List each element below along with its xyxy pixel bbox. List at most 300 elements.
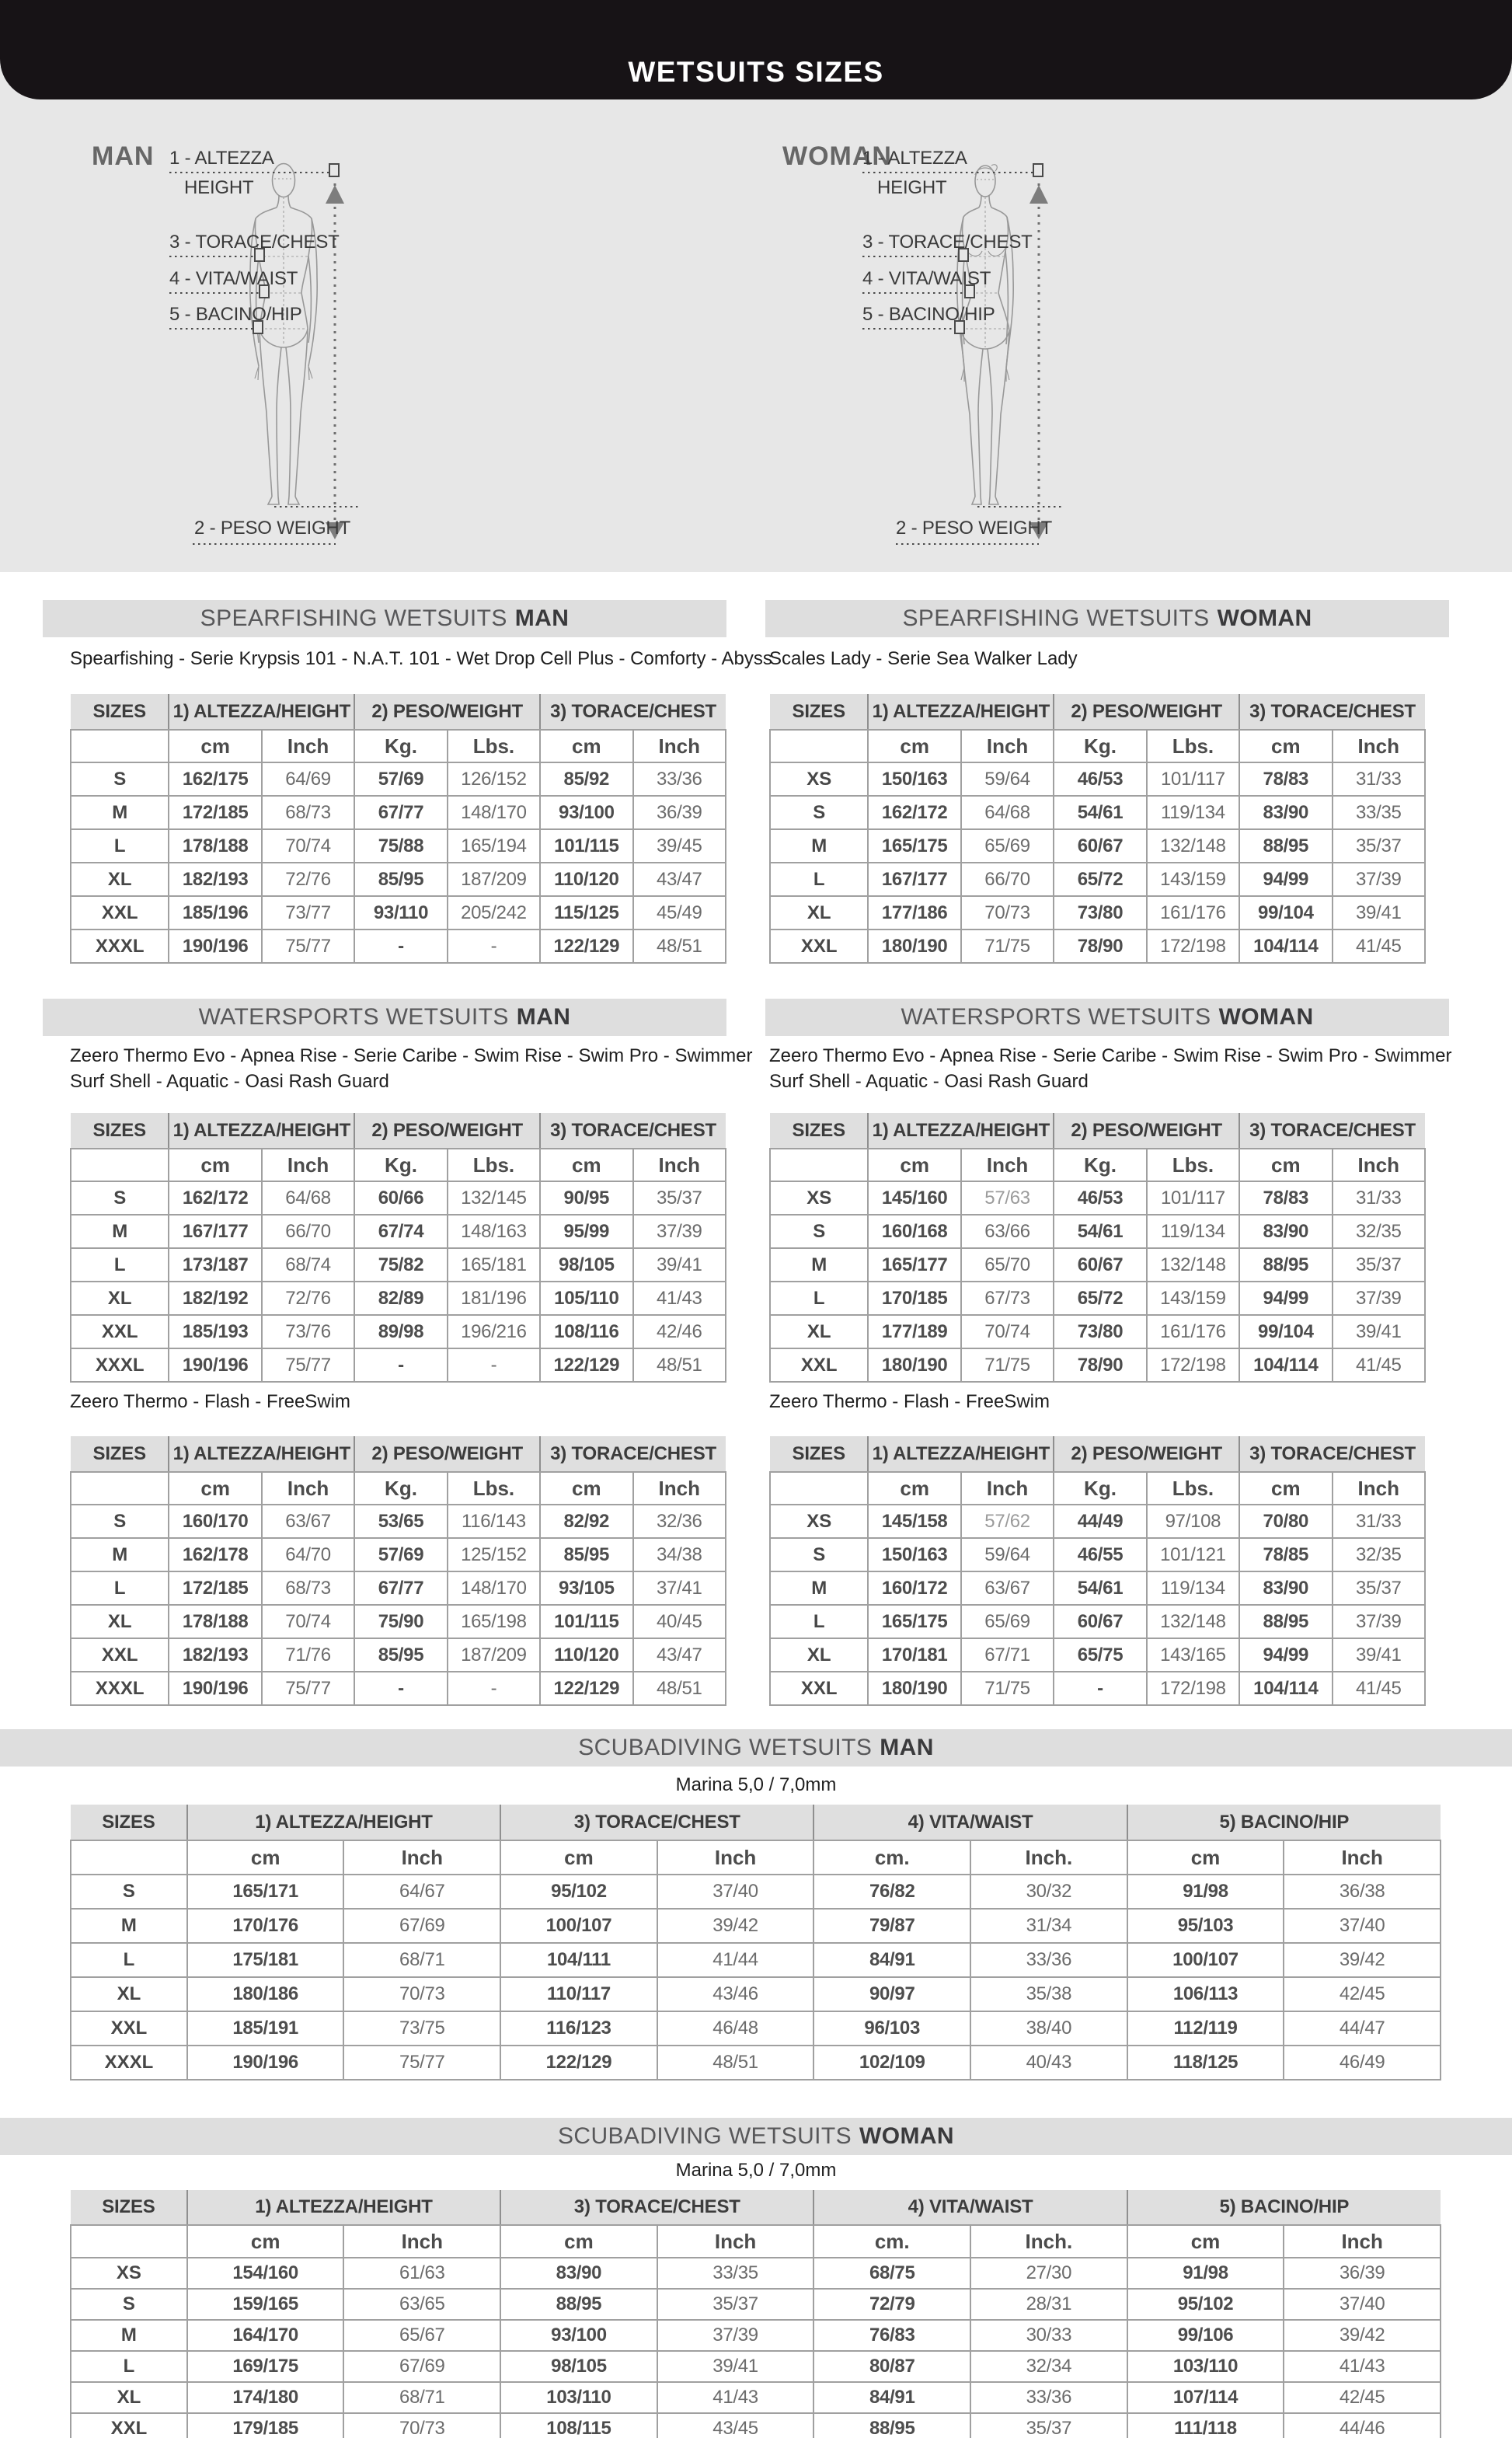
unit-header-cell: Lbs. — [1147, 730, 1239, 762]
table-row — [71, 1875, 1441, 1909]
table-cell: 60/67 — [1054, 1605, 1146, 1638]
table-row — [770, 1672, 1425, 1705]
table-cell: 93/100 — [500, 2320, 657, 2351]
table-cell: - — [448, 1672, 540, 1705]
size-label-cell: XS — [71, 2258, 187, 2289]
group-header-row — [71, 1805, 1441, 1840]
unit-header-cell: cm — [1239, 730, 1332, 762]
table-cell: 64/68 — [262, 1181, 354, 1215]
table-row — [71, 1538, 726, 1571]
spearfishing-man-title: SPEARFISHING WETSUITS — [200, 605, 507, 631]
table-cell: 108/115 — [500, 2413, 657, 2438]
table-cell: 39/41 — [1333, 1315, 1425, 1348]
table-cell: 145/160 — [868, 1181, 960, 1215]
group-header-cell: 3) TORACE/CHEST — [500, 2190, 813, 2225]
watersports_man-grid — [70, 1113, 726, 1383]
table-cell: 39/45 — [633, 829, 726, 863]
group-header-cell: 2) PESO/WEIGHT — [354, 694, 540, 730]
unit-header-cell: cm — [1127, 2225, 1284, 2258]
table-cell: 60/67 — [1054, 829, 1146, 863]
table-cell: 65/69 — [961, 829, 1054, 863]
size-label-cell: L — [71, 829, 169, 863]
table-cell: 101/117 — [1147, 1181, 1239, 1215]
unit-header-cell: cm. — [813, 2225, 970, 2258]
table-row — [770, 796, 1425, 829]
table-cell: 88/95 — [1239, 1248, 1332, 1282]
table-cell: - — [448, 930, 540, 963]
table-cell: 103/110 — [500, 2382, 657, 2413]
unit-header-row — [71, 1840, 1441, 1875]
table-cell: 39/42 — [657, 1909, 814, 1943]
table-cell: 170/181 — [868, 1638, 960, 1672]
table-cell: 45/49 — [633, 896, 726, 930]
table-cell: 57/69 — [354, 762, 447, 796]
unit-header-cell: Inch — [633, 730, 726, 762]
unit-header-cell: cm — [169, 730, 261, 762]
table-cell: 159/165 — [187, 2289, 344, 2320]
table-cell: 196/216 — [448, 1315, 540, 1348]
table-cell: 85/95 — [354, 1638, 447, 1672]
scuba-man-size-table — [70, 1805, 1441, 2080]
group-header-cell: 2) PESO/WEIGHT — [354, 1113, 540, 1149]
table-cell: 93/100 — [540, 796, 632, 829]
table-cell: 118/125 — [1127, 2046, 1284, 2080]
table-cell: 101/117 — [1147, 762, 1239, 796]
spearfishing-woman-title-band — [765, 600, 1449, 637]
table-cell: 31/34 — [970, 1909, 1127, 1943]
group-header-cell: SIZES — [770, 1436, 868, 1472]
table-row — [71, 762, 726, 796]
table-row — [770, 1348, 1425, 1382]
unit-header-cell: cm — [169, 1149, 261, 1181]
table-cell: 112/119 — [1127, 2011, 1284, 2046]
table-cell: 83/90 — [1239, 1571, 1332, 1605]
group-header-cell: 3) TORACE/CHEST — [540, 1436, 726, 1472]
table-cell: 172/198 — [1147, 1672, 1239, 1705]
table-cell: 75/88 — [354, 829, 447, 863]
table-row — [71, 2046, 1441, 2080]
table-cell: 190/196 — [187, 2046, 344, 2080]
table-cell: 72/79 — [813, 2289, 970, 2320]
table-row — [71, 1348, 726, 1382]
woman-weight-label: 2 - PESO WEIGHT — [896, 518, 1053, 539]
woman-measure-markers — [955, 164, 1048, 539]
table-cell: 150/163 — [868, 762, 960, 796]
table-cell: 106/113 — [1127, 1977, 1284, 2011]
table-row — [71, 1638, 726, 1672]
spearfishing-woman-title-bold: WOMAN — [1217, 605, 1312, 631]
group-header-row — [71, 1113, 726, 1149]
table-cell: 57/63 — [961, 1181, 1054, 1215]
table-row — [71, 1977, 1441, 2011]
table-cell: 68/73 — [262, 1571, 354, 1605]
table-cell: 132/148 — [1147, 1605, 1239, 1638]
scuba-man-series: Marina 5,0 / 7,0mm — [675, 1774, 837, 1795]
table-cell: 72/76 — [262, 863, 354, 896]
watersports-man-series-line1: Zeero Thermo Evo - Apnea Rise - Serie Caribe - Swim Rise - Swim Pro - Swimmer — [70, 1045, 753, 1066]
page-header-band — [0, 0, 1512, 99]
table-row — [71, 2011, 1441, 2046]
table-cell: 103/110 — [1127, 2351, 1284, 2382]
table-cell: 70/74 — [961, 1315, 1054, 1348]
table-cell: 132/148 — [1147, 1248, 1239, 1282]
table-cell: 101/115 — [540, 829, 632, 863]
table-cell: 31/33 — [1333, 1181, 1425, 1215]
unit-header-blank — [770, 1472, 868, 1505]
table-cell: 48/51 — [633, 930, 726, 963]
table-row — [71, 1605, 726, 1638]
unit-header-cell: cm — [868, 1149, 960, 1181]
table-cell: 33/36 — [633, 762, 726, 796]
table-cell: 172/185 — [169, 796, 261, 829]
size-label-cell: S — [71, 1181, 169, 1215]
table-cell: 41/43 — [657, 2382, 814, 2413]
table-cell: 43/45 — [657, 2413, 814, 2438]
table-cell: 95/102 — [1127, 2289, 1284, 2320]
table-cell: 94/99 — [1239, 863, 1332, 896]
table-cell: 162/178 — [169, 1538, 261, 1571]
spearfishing-man-size-table — [70, 694, 726, 964]
table-cell: 205/242 — [448, 896, 540, 930]
table-cell: 91/98 — [1127, 1875, 1284, 1909]
size-label-cell: XXXL — [71, 2046, 187, 2080]
group-header-cell: 1) ALTEZZA/HEIGHT — [187, 2190, 500, 2225]
table-cell: 65/72 — [1054, 863, 1146, 896]
table-cell: 31/33 — [1333, 1505, 1425, 1538]
man-height-label-line1: 1 - ALTEZZA — [169, 148, 274, 169]
table-cell: 37/40 — [1284, 1909, 1441, 1943]
table-cell: 94/99 — [1239, 1638, 1332, 1672]
group-header-cell: SIZES — [71, 1436, 169, 1472]
measurement-diagram-section — [0, 67, 1512, 572]
table-cell: 78/83 — [1239, 1181, 1332, 1215]
table-cell: 182/192 — [169, 1282, 261, 1315]
table-cell: 173/187 — [169, 1248, 261, 1282]
size-label-cell: XXL — [71, 1315, 169, 1348]
table-cell: 170/185 — [868, 1282, 960, 1315]
table-cell: 43/47 — [633, 1638, 726, 1672]
table-row — [71, 1248, 726, 1282]
table-cell: 73/77 — [262, 896, 354, 930]
unit-header-cell: cm — [540, 1149, 632, 1181]
table-cell: 99/104 — [1239, 1315, 1332, 1348]
unit-header-cell: cm — [187, 1840, 344, 1875]
flash-woman-size-table — [769, 1436, 1426, 1706]
size-label-cell: S — [71, 2289, 187, 2320]
size-label-cell: XL — [71, 1977, 187, 2011]
size-label-cell: S — [770, 796, 868, 829]
table-cell: 75/82 — [354, 1248, 447, 1282]
table-cell: 46/48 — [657, 2011, 814, 2046]
man-hip-label: 5 - BACINO/HIP — [169, 304, 302, 325]
table-cell: 83/90 — [1239, 796, 1332, 829]
table-cell: 41/45 — [1333, 1348, 1425, 1382]
table-cell: 83/90 — [1239, 1215, 1332, 1248]
spearfishing_woman-grid — [769, 694, 1426, 964]
table-cell: 122/129 — [500, 2046, 657, 2080]
table-row — [770, 863, 1425, 896]
table-cell: 104/114 — [1239, 1348, 1332, 1382]
watersports-woman-series-line1: Zeero Thermo Evo - Apnea Rise - Serie Caribe - Swim Rise - Swim Pro - Swimmer — [769, 1045, 1452, 1066]
size-label-cell: M — [71, 796, 169, 829]
table-cell: 104/114 — [1239, 930, 1332, 963]
table-cell: 48/51 — [633, 1672, 726, 1705]
table-cell: 68/71 — [343, 2382, 500, 2413]
table-cell: 182/193 — [169, 1638, 261, 1672]
table-row — [770, 1282, 1425, 1315]
unit-header-cell: Inch — [343, 1840, 500, 1875]
table-cell: 39/42 — [1284, 1943, 1441, 1977]
table-cell: 39/41 — [1333, 896, 1425, 930]
table-cell: 37/40 — [1284, 2289, 1441, 2320]
table-cell: 95/102 — [500, 1875, 657, 1909]
table-cell: 180/186 — [187, 1977, 344, 2011]
size-label-cell: M — [71, 2320, 187, 2351]
group-header-cell: 3) TORACE/CHEST — [1239, 1113, 1425, 1149]
table-cell: 32/34 — [970, 2351, 1127, 2382]
table-cell: 39/41 — [657, 2351, 814, 2382]
size-label-cell: M — [71, 1909, 187, 1943]
table-cell: 84/91 — [813, 1943, 970, 1977]
table-cell: 98/105 — [540, 1248, 632, 1282]
unit-header-cell: cm — [868, 730, 960, 762]
flash-woman-series: Zeero Thermo - Flash - FreeSwim — [769, 1391, 1050, 1412]
woman-chest-label: 3 - TORACE/CHEST — [862, 232, 1033, 253]
table-cell: 48/51 — [633, 1348, 726, 1382]
table-cell: 67/77 — [354, 1571, 447, 1605]
table-cell: 125/152 — [448, 1538, 540, 1571]
watersports-woman-title: WATERSPORTS WETSUITS — [901, 1004, 1211, 1030]
table-cell: 78/83 — [1239, 762, 1332, 796]
size-label-cell: S — [770, 1215, 868, 1248]
unit-header-cell: Inch — [262, 1472, 354, 1505]
table-cell: 172/198 — [1147, 1348, 1239, 1382]
table-cell: 185/196 — [169, 896, 261, 930]
table-row — [71, 2258, 1441, 2289]
table-row — [71, 1505, 726, 1538]
table-cell: 46/55 — [1054, 1538, 1146, 1571]
spearfishing-woman-title: SPEARFISHING WETSUITS — [902, 605, 1210, 631]
table-cell: 148/170 — [448, 1571, 540, 1605]
unit-header-cell: Lbs. — [1147, 1149, 1239, 1181]
size-label-cell: L — [71, 2351, 187, 2382]
table-cell: 53/65 — [354, 1505, 447, 1538]
table-cell: 42/46 — [633, 1315, 726, 1348]
size-label-cell: XS — [770, 1181, 868, 1215]
table-cell: 60/67 — [1054, 1248, 1146, 1282]
group-header-cell: 1) ALTEZZA/HEIGHT — [187, 1805, 500, 1840]
table-cell: 99/106 — [1127, 2320, 1284, 2351]
table-cell: 165/181 — [448, 1248, 540, 1282]
table-row — [71, 1181, 726, 1215]
table-cell: 44/47 — [1284, 2011, 1441, 2046]
table-cell: 63/66 — [961, 1215, 1054, 1248]
table-cell: 85/92 — [540, 762, 632, 796]
size-label-cell: S — [770, 1538, 868, 1571]
table-cell: 70/73 — [343, 2413, 500, 2438]
unit-header-cell: cm — [500, 2225, 657, 2258]
table-cell: 132/145 — [448, 1181, 540, 1215]
table-row — [770, 762, 1425, 796]
table-cell: 67/73 — [961, 1282, 1054, 1315]
table-cell: 83/90 — [500, 2258, 657, 2289]
table-cell: 38/40 — [970, 2011, 1127, 2046]
unit-header-cell: Inch — [1284, 2225, 1441, 2258]
unit-header-row — [71, 730, 726, 762]
table-row — [71, 2382, 1441, 2413]
man-height-label-line2: HEIGHT — [184, 177, 254, 198]
size-label-cell: M — [71, 1215, 169, 1248]
unit-header-cell: Inch — [961, 730, 1054, 762]
table-cell: 37/39 — [633, 1215, 726, 1248]
unit-header-cell: Lbs. — [448, 730, 540, 762]
table-cell: 90/97 — [813, 1977, 970, 2011]
size-label-cell: L — [71, 1571, 169, 1605]
watersports-woman-title-band — [765, 999, 1449, 1036]
unit-header-cell: Lbs. — [448, 1472, 540, 1505]
flash-man-size-table — [70, 1436, 726, 1706]
scuba-woman-title-bold: WOMAN — [859, 2123, 955, 2149]
size-label-cell: XS — [770, 1505, 868, 1538]
table-cell: 190/196 — [169, 930, 261, 963]
unit-header-cell: Inch — [961, 1472, 1054, 1505]
group-header-cell: SIZES — [71, 694, 169, 730]
table-cell: 180/190 — [868, 930, 960, 963]
unit-header-cell: Inch — [1333, 730, 1425, 762]
table-cell: 42/45 — [1284, 1977, 1441, 2011]
table-row — [71, 1943, 1441, 1977]
table-cell: 37/39 — [1333, 863, 1425, 896]
watersports-man-series-line2: Surf Shell - Aquatic - Oasi Rash Guard — [70, 1071, 389, 1092]
table-cell: 46/53 — [1054, 1181, 1146, 1215]
unit-header-cell: Inch — [1333, 1149, 1425, 1181]
size-label-cell: L — [770, 863, 868, 896]
table-cell: 122/129 — [540, 1348, 632, 1382]
group-header-cell: SIZES — [71, 2190, 187, 2225]
table-cell: 30/32 — [970, 1875, 1127, 1909]
table-cell: 41/45 — [1333, 930, 1425, 963]
table-cell: - — [354, 930, 447, 963]
unit-header-cell: Inch — [262, 1149, 354, 1181]
table-cell: 95/99 — [540, 1215, 632, 1248]
table-cell: 160/170 — [169, 1505, 261, 1538]
size-label-cell: S — [71, 1505, 169, 1538]
table-cell: 59/64 — [961, 762, 1054, 796]
watersports-man-title: WATERSPORTS WETSUITS — [198, 1004, 509, 1030]
woman-figure-illustration — [957, 165, 1013, 504]
table-row — [71, 2320, 1441, 2351]
table-cell: 70/80 — [1239, 1505, 1332, 1538]
unit-header-cell: cm. — [813, 1840, 970, 1875]
table-cell: 167/177 — [169, 1215, 261, 1248]
table-cell: 54/61 — [1054, 796, 1146, 829]
table-cell: 187/209 — [448, 863, 540, 896]
table-cell: 93/110 — [354, 896, 447, 930]
table-cell: 27/30 — [970, 2258, 1127, 2289]
size-label-cell: XXL — [71, 2413, 187, 2438]
unit-header-cell: cm — [187, 2225, 344, 2258]
group-header-cell: 3) TORACE/CHEST — [1239, 694, 1425, 730]
spearfishing-man-series: Spearfishing - Serie Krypsis 101 - N.A.T. 101 - Wet Drop Cell Plus - Comforty - Abyss — [70, 648, 772, 669]
table-cell: 93/105 — [540, 1571, 632, 1605]
table-cell: 175/181 — [187, 1943, 344, 1977]
table-cell: 82/92 — [540, 1505, 632, 1538]
table-row — [770, 1538, 1425, 1571]
table-cell: 162/172 — [868, 796, 960, 829]
table-cell: 161/176 — [1147, 896, 1239, 930]
table-cell: 37/39 — [657, 2320, 814, 2351]
size-label-cell: M — [71, 1538, 169, 1571]
unit-header-blank — [770, 730, 868, 762]
table-cell: 172/185 — [169, 1571, 261, 1605]
table-cell: 37/40 — [657, 1875, 814, 1909]
unit-header-cell: Kg. — [1054, 730, 1146, 762]
table-row — [71, 1571, 726, 1605]
table-cell: 36/39 — [1284, 2258, 1441, 2289]
table-row — [770, 1248, 1425, 1282]
table-cell: 107/114 — [1127, 2382, 1284, 2413]
table-cell: 160/172 — [868, 1571, 960, 1605]
table-cell: 102/109 — [813, 2046, 970, 2080]
table-row — [71, 2413, 1441, 2438]
table-cell: 115/125 — [540, 896, 632, 930]
table-cell: 76/83 — [813, 2320, 970, 2351]
scuba-man-title-band — [0, 1729, 1512, 1767]
table-cell: 66/70 — [262, 1215, 354, 1248]
table-cell: 75/90 — [354, 1605, 447, 1638]
table-cell: 170/176 — [187, 1909, 344, 1943]
man-weight-label: 2 - PESO WEIGHT — [194, 518, 351, 539]
watersports-man-title-band — [43, 999, 726, 1036]
unit-header-cell: Inch — [1333, 1472, 1425, 1505]
unit-header-cell: Lbs. — [1147, 1472, 1239, 1505]
table-row — [770, 1638, 1425, 1672]
size-label-cell: XXL — [71, 896, 169, 930]
group-header-cell: 2) PESO/WEIGHT — [1054, 1113, 1239, 1149]
group-header-cell: SIZES — [770, 694, 868, 730]
group-header-row — [71, 1436, 726, 1472]
table-cell: 60/66 — [354, 1181, 447, 1215]
table-cell: 68/73 — [262, 796, 354, 829]
man-chest-label: 3 - TORACE/CHEST — [169, 232, 340, 253]
table-cell: 41/43 — [633, 1282, 726, 1315]
table-cell: 100/107 — [500, 1909, 657, 1943]
unit-header-blank — [71, 2225, 187, 2258]
group-header-cell: 3) TORACE/CHEST — [500, 1805, 813, 1840]
table-cell: 70/74 — [262, 1605, 354, 1638]
table-cell: 116/123 — [500, 2011, 657, 2046]
watersports-man-title-bold: MAN — [516, 1004, 571, 1030]
unit-header-cell: cm — [540, 1472, 632, 1505]
size-label-cell: L — [770, 1605, 868, 1638]
table-cell: 70/74 — [262, 829, 354, 863]
table-cell: 41/43 — [1284, 2351, 1441, 2382]
table-cell: 30/33 — [970, 2320, 1127, 2351]
table-cell: - — [448, 1348, 540, 1382]
table-cell: 35/37 — [657, 2289, 814, 2320]
table-cell: 126/152 — [448, 762, 540, 796]
table-cell: 94/99 — [1239, 1282, 1332, 1315]
size-label-cell: L — [71, 1248, 169, 1282]
watersports-man-size-table — [70, 1113, 726, 1383]
size-label-cell: XXL — [770, 1348, 868, 1382]
table-cell: 161/176 — [1147, 1315, 1239, 1348]
page-title: WETSUITS SIZES — [628, 56, 884, 88]
table-cell: 85/95 — [540, 1538, 632, 1571]
unit-header-cell: Kg. — [354, 1149, 447, 1181]
table-cell: 119/134 — [1147, 1571, 1239, 1605]
table-row — [770, 1215, 1425, 1248]
